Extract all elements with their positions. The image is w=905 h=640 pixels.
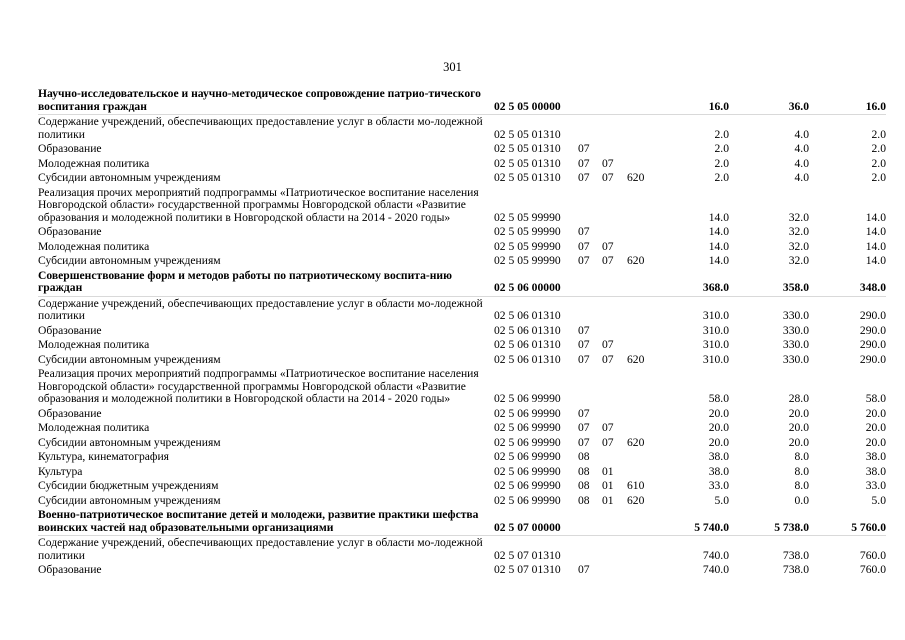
row-expense-type-code: 610 [627, 479, 645, 492]
row-subsection-code [602, 269, 627, 297]
row-expense-type-code [627, 142, 662, 157]
row-subsection-code [602, 563, 627, 578]
table-row [38, 407, 886, 422]
row-amount-1: 20.0 [708, 435, 729, 449]
row-amount-2: 20.0 [788, 435, 809, 449]
row-name: Совершенствование форм и методов работы по патриотическому воспита-нию граждан [38, 269, 494, 297]
row-amount-2: 32.0 [788, 225, 809, 238]
row-target-code: 02 5 05 01310 [494, 127, 561, 141]
table-row [38, 421, 886, 436]
row-expense-type-code [627, 450, 662, 465]
row-name: Культура, кинематография [38, 450, 169, 463]
row-subsection-code: 01 [602, 479, 614, 492]
row-subsection-code [602, 142, 627, 157]
row-expense-type-code [627, 324, 662, 339]
row-amount-1: 310.0 [702, 338, 729, 351]
row-name: Реализация прочих мероприятий подпрограммы «Патриотическое воспитание населения Новгородской области» государственной программы Новгородской области «Развитие образования и молодежной политики в Новгородской области на 2014 - 2020 годы» [38, 185, 479, 224]
row-expense-type-code [627, 240, 662, 255]
row-subsection-code: 07 [602, 421, 614, 434]
row-section-code: 07 [578, 406, 590, 420]
table-row [38, 240, 886, 255]
row-amount-1: 2.0 [714, 171, 729, 184]
row-target-code: 02 5 05 99990 [494, 239, 561, 253]
row-subsection-code [602, 186, 627, 226]
row-amount-3: 14.0 [865, 225, 886, 238]
row-subsection-code [602, 407, 627, 422]
row-amount-2: 5 738.0 [729, 508, 809, 536]
row-amount-1: 5.0 [714, 493, 729, 507]
row-expense-type-code: 620 [627, 493, 645, 507]
budget-table [38, 87, 886, 578]
table-section-row [38, 87, 886, 115]
row-section-code [578, 115, 602, 143]
row-section-code: 08 [578, 464, 590, 478]
row-section-code: 07 [578, 225, 590, 238]
row-target-code: 02 5 06 99990 [494, 392, 561, 405]
row-expense-type-code [627, 465, 662, 480]
row-amount-2: 330.0 [782, 309, 809, 322]
row-target-code: 02 5 05 00000 [494, 87, 578, 115]
row-expense-type-code: 620 [627, 254, 645, 267]
row-target-code: 02 5 06 99990 [494, 406, 561, 420]
row-amount-2: 32.0 [788, 210, 809, 224]
table-row [38, 225, 886, 240]
row-amount-1: 16.0 [662, 87, 729, 115]
row-amount-1: 310.0 [702, 309, 729, 322]
row-name: Реализация прочих мероприятий подпрограммы «Патриотическое воспитание населения Новгородской области» государственной программы Новгородской области «Развитие образования и молодежной политики в Новгородской области на 2014 - 2020 годы» [38, 367, 479, 405]
row-amount-3: 2.0 [871, 171, 886, 184]
row-expense-type-code: 620 [627, 352, 645, 366]
row-name: Субсидии автономным учреждениям [38, 352, 221, 366]
row-target-code: 02 5 06 99990 [494, 493, 561, 507]
row-section-code: 07 [578, 435, 590, 449]
row-name: Научно-исследовательское и научно-методическое сопровождение патрио-тического воспитания граждан [38, 87, 494, 115]
row-subsection-code: 01 [602, 493, 614, 507]
row-amount-3: 38.0 [865, 450, 886, 463]
row-expense-type-code: 620 [627, 435, 645, 449]
row-section-code: 07 [578, 239, 590, 253]
row-amount-3: 290.0 [859, 309, 886, 322]
row-section-code [578, 186, 602, 226]
row-name: Субсидии бюджетным учреждениям [38, 479, 219, 492]
table-row [38, 450, 886, 465]
row-name: Субсидии автономным учреждениям [38, 493, 221, 507]
row-name: Субсидии автономным учреждениям [38, 435, 221, 449]
row-name: Молодежная политика [38, 156, 150, 170]
row-subsection-code: 07 [602, 338, 614, 351]
row-section-code: 07 [578, 563, 590, 576]
row-expense-type-code [627, 186, 662, 226]
row-expense-type-code [627, 508, 662, 536]
row-target-code: 02 5 06 01310 [494, 352, 561, 366]
row-amount-2: 738.0 [782, 563, 809, 576]
row-target-code: 02 5 07 00000 [494, 508, 578, 536]
row-name: Образование [38, 563, 102, 576]
row-expense-type-code [627, 87, 662, 115]
row-amount-3: 14.0 [865, 210, 886, 224]
row-amount-1: 368.0 [662, 269, 729, 297]
table-row [38, 479, 886, 494]
row-amount-1: 310.0 [702, 352, 729, 366]
table-row [38, 436, 886, 451]
row-target-code: 02 5 05 99990 [494, 210, 561, 224]
row-amount-2: 330.0 [782, 323, 809, 337]
row-section-code: 07 [578, 421, 590, 434]
row-amount-3: 20.0 [865, 421, 886, 434]
row-section-code: 07 [578, 352, 590, 366]
row-subsection-code: 07 [602, 254, 614, 267]
table-row [38, 254, 886, 269]
row-amount-1: 2.0 [714, 156, 729, 170]
row-subsection-code [602, 87, 627, 115]
row-amount-1: 38.0 [708, 450, 729, 463]
row-section-code: 08 [578, 493, 590, 507]
row-amount-3: 348.0 [809, 269, 886, 297]
row-amount-3: 14.0 [865, 239, 886, 253]
row-section-code: 08 [578, 479, 590, 492]
table-row [38, 563, 886, 578]
row-amount-3: 290.0 [859, 338, 886, 351]
row-amount-2: 358.0 [729, 269, 809, 297]
row-amount-3: 20.0 [865, 435, 886, 449]
row-amount-2: 738.0 [782, 548, 809, 562]
row-amount-1: 38.0 [708, 464, 729, 478]
row-amount-3: 16.0 [809, 87, 886, 115]
row-target-code: 02 5 06 99990 [494, 479, 561, 492]
row-amount-2: 0.0 [794, 493, 809, 507]
page-number: 301 [443, 60, 462, 74]
row-name: Культура [38, 464, 83, 478]
table-row [38, 353, 886, 368]
row-amount-1: 5 740.0 [662, 508, 729, 536]
row-section-code [578, 508, 602, 536]
table-row [38, 367, 886, 407]
table-row [38, 115, 886, 143]
row-name: Образование [38, 406, 102, 420]
row-target-code: 02 5 06 99990 [494, 435, 561, 449]
table-section-row [38, 269, 886, 297]
row-amount-1: 740.0 [702, 548, 729, 562]
row-name: Молодежная политика [38, 421, 150, 434]
table-section-row [38, 508, 886, 536]
row-amount-3: 38.0 [865, 464, 886, 478]
table-row [38, 494, 886, 509]
row-amount-3: 33.0 [865, 479, 886, 492]
row-amount-1: 20.0 [708, 406, 729, 420]
row-target-code: 02 5 05 99990 [494, 254, 561, 267]
row-name: Субсидии автономным учреждениям [38, 254, 221, 267]
row-amount-3: 2.0 [871, 142, 886, 155]
row-amount-3: 5.0 [871, 493, 886, 507]
row-amount-2: 4.0 [794, 171, 809, 184]
row-amount-3: 760.0 [859, 548, 886, 562]
row-name: Молодежная политика [38, 239, 150, 253]
table-row [38, 186, 886, 226]
row-subsection-code [602, 324, 627, 339]
row-expense-type-code [627, 536, 662, 564]
row-amount-2: 8.0 [794, 464, 809, 478]
row-name: Содержание учреждений, обеспечивающих предоставление услуг в области мо-лодежной политики [38, 115, 483, 141]
row-expense-type-code [627, 421, 662, 436]
row-name: Молодежная политика [38, 338, 150, 351]
row-amount-2: 4.0 [794, 127, 809, 141]
row-expense-type-code [627, 338, 662, 353]
row-amount-2: 8.0 [794, 450, 809, 463]
row-amount-2: 330.0 [782, 352, 809, 366]
row-amount-2: 4.0 [794, 156, 809, 170]
row-subsection-code [602, 536, 627, 564]
row-amount-3: 14.0 [865, 254, 886, 267]
row-target-code: 02 5 06 01310 [494, 323, 561, 337]
row-subsection-code [602, 115, 627, 143]
row-name: Образование [38, 225, 102, 238]
row-section-code: 07 [578, 142, 590, 155]
row-subsection-code: 07 [602, 352, 614, 366]
row-expense-type-code [627, 407, 662, 422]
row-expense-type-code [627, 115, 662, 143]
row-target-code: 02 5 06 99990 [494, 464, 561, 478]
row-name: Содержание учреждений, обеспечивающих предоставление услуг в области мо-лодежной политики [38, 536, 483, 562]
row-target-code: 02 5 06 99990 [494, 450, 561, 463]
row-subsection-code: 07 [602, 156, 614, 170]
row-amount-2: 4.0 [794, 142, 809, 155]
row-target-code: 02 5 07 01310 [494, 548, 561, 562]
table-row [38, 296, 886, 324]
row-amount-3: 58.0 [865, 392, 886, 405]
row-section-code [578, 269, 602, 297]
row-amount-1: 14.0 [708, 210, 729, 224]
row-amount-2: 20.0 [788, 406, 809, 420]
table-row [38, 338, 886, 353]
row-amount-3: 5 760.0 [809, 508, 886, 536]
table-body [38, 87, 886, 578]
row-subsection-code: 07 [602, 171, 614, 184]
row-name: Образование [38, 142, 102, 155]
row-amount-1: 2.0 [714, 142, 729, 155]
row-expense-type-code: 620 [627, 171, 645, 184]
row-section-code: 07 [578, 171, 590, 184]
row-section-code: 07 [578, 338, 590, 351]
row-target-code: 02 5 06 99990 [494, 421, 561, 434]
row-target-code: 02 5 06 00000 [494, 269, 578, 297]
row-subsection-code [602, 225, 627, 240]
row-target-code: 02 5 05 99990 [494, 225, 561, 238]
row-subsection-code [602, 450, 627, 465]
row-expense-type-code [627, 563, 662, 578]
row-target-code: 02 5 06 01310 [494, 338, 561, 351]
row-target-code: 02 5 05 01310 [494, 142, 561, 155]
row-section-code [578, 296, 602, 324]
row-amount-3: 2.0 [871, 156, 886, 170]
row-expense-type-code [627, 296, 662, 324]
row-amount-1: 14.0 [708, 254, 729, 267]
row-expense-type-code [627, 367, 662, 407]
row-target-code: 02 5 05 01310 [494, 171, 561, 184]
table-row [38, 324, 886, 339]
row-amount-2: 32.0 [788, 239, 809, 253]
row-amount-3: 290.0 [859, 352, 886, 366]
row-name: Образование [38, 323, 102, 337]
row-amount-1: 33.0 [708, 479, 729, 492]
row-name: Военно-патриотическое воспитание детей и молодежи, развитие практики шефства воинских частей над образовательными организациями [38, 508, 494, 536]
row-amount-2: 330.0 [782, 338, 809, 351]
row-expense-type-code [627, 269, 662, 297]
row-amount-3: 20.0 [865, 406, 886, 420]
row-amount-1: 310.0 [702, 323, 729, 337]
row-amount-1: 2.0 [714, 127, 729, 141]
row-name: Содержание учреждений, обеспечивающих предоставление услуг в области мо-лодежной политики [38, 296, 483, 322]
table-row [38, 465, 886, 480]
row-target-code: 02 5 06 01310 [494, 309, 561, 322]
row-section-code: 08 [578, 450, 590, 463]
row-amount-3: 2.0 [871, 127, 886, 141]
row-amount-1: 58.0 [708, 392, 729, 405]
row-expense-type-code [627, 157, 662, 172]
row-amount-2: 32.0 [788, 254, 809, 267]
row-section-code [578, 87, 602, 115]
row-amount-2: 36.0 [729, 87, 809, 115]
row-subsection-code: 07 [602, 435, 614, 449]
row-subsection-code [602, 296, 627, 324]
row-amount-2: 28.0 [788, 392, 809, 405]
row-amount-3: 760.0 [859, 563, 886, 576]
row-subsection-code [602, 508, 627, 536]
row-subsection-code: 01 [602, 464, 614, 478]
row-amount-1: 740.0 [702, 563, 729, 576]
row-amount-1: 14.0 [708, 239, 729, 253]
row-section-code: 07 [578, 323, 590, 337]
row-expense-type-code [627, 225, 662, 240]
row-amount-2: 20.0 [788, 421, 809, 434]
row-target-code: 02 5 05 01310 [494, 156, 561, 170]
row-amount-3: 290.0 [859, 323, 886, 337]
row-amount-2: 8.0 [794, 479, 809, 492]
row-amount-1: 20.0 [708, 421, 729, 434]
table-row [38, 536, 886, 564]
row-amount-1: 14.0 [708, 225, 729, 238]
row-section-code [578, 536, 602, 564]
row-subsection-code [602, 367, 627, 407]
row-name: Субсидии автономным учреждениям [38, 171, 221, 184]
row-subsection-code: 07 [602, 239, 614, 253]
row-section-code: 07 [578, 156, 590, 170]
row-section-code: 07 [578, 254, 590, 267]
table-row [38, 142, 886, 157]
table-row [38, 171, 886, 186]
row-target-code: 02 5 07 01310 [494, 563, 561, 576]
row-section-code [578, 367, 602, 407]
table-row [38, 157, 886, 172]
